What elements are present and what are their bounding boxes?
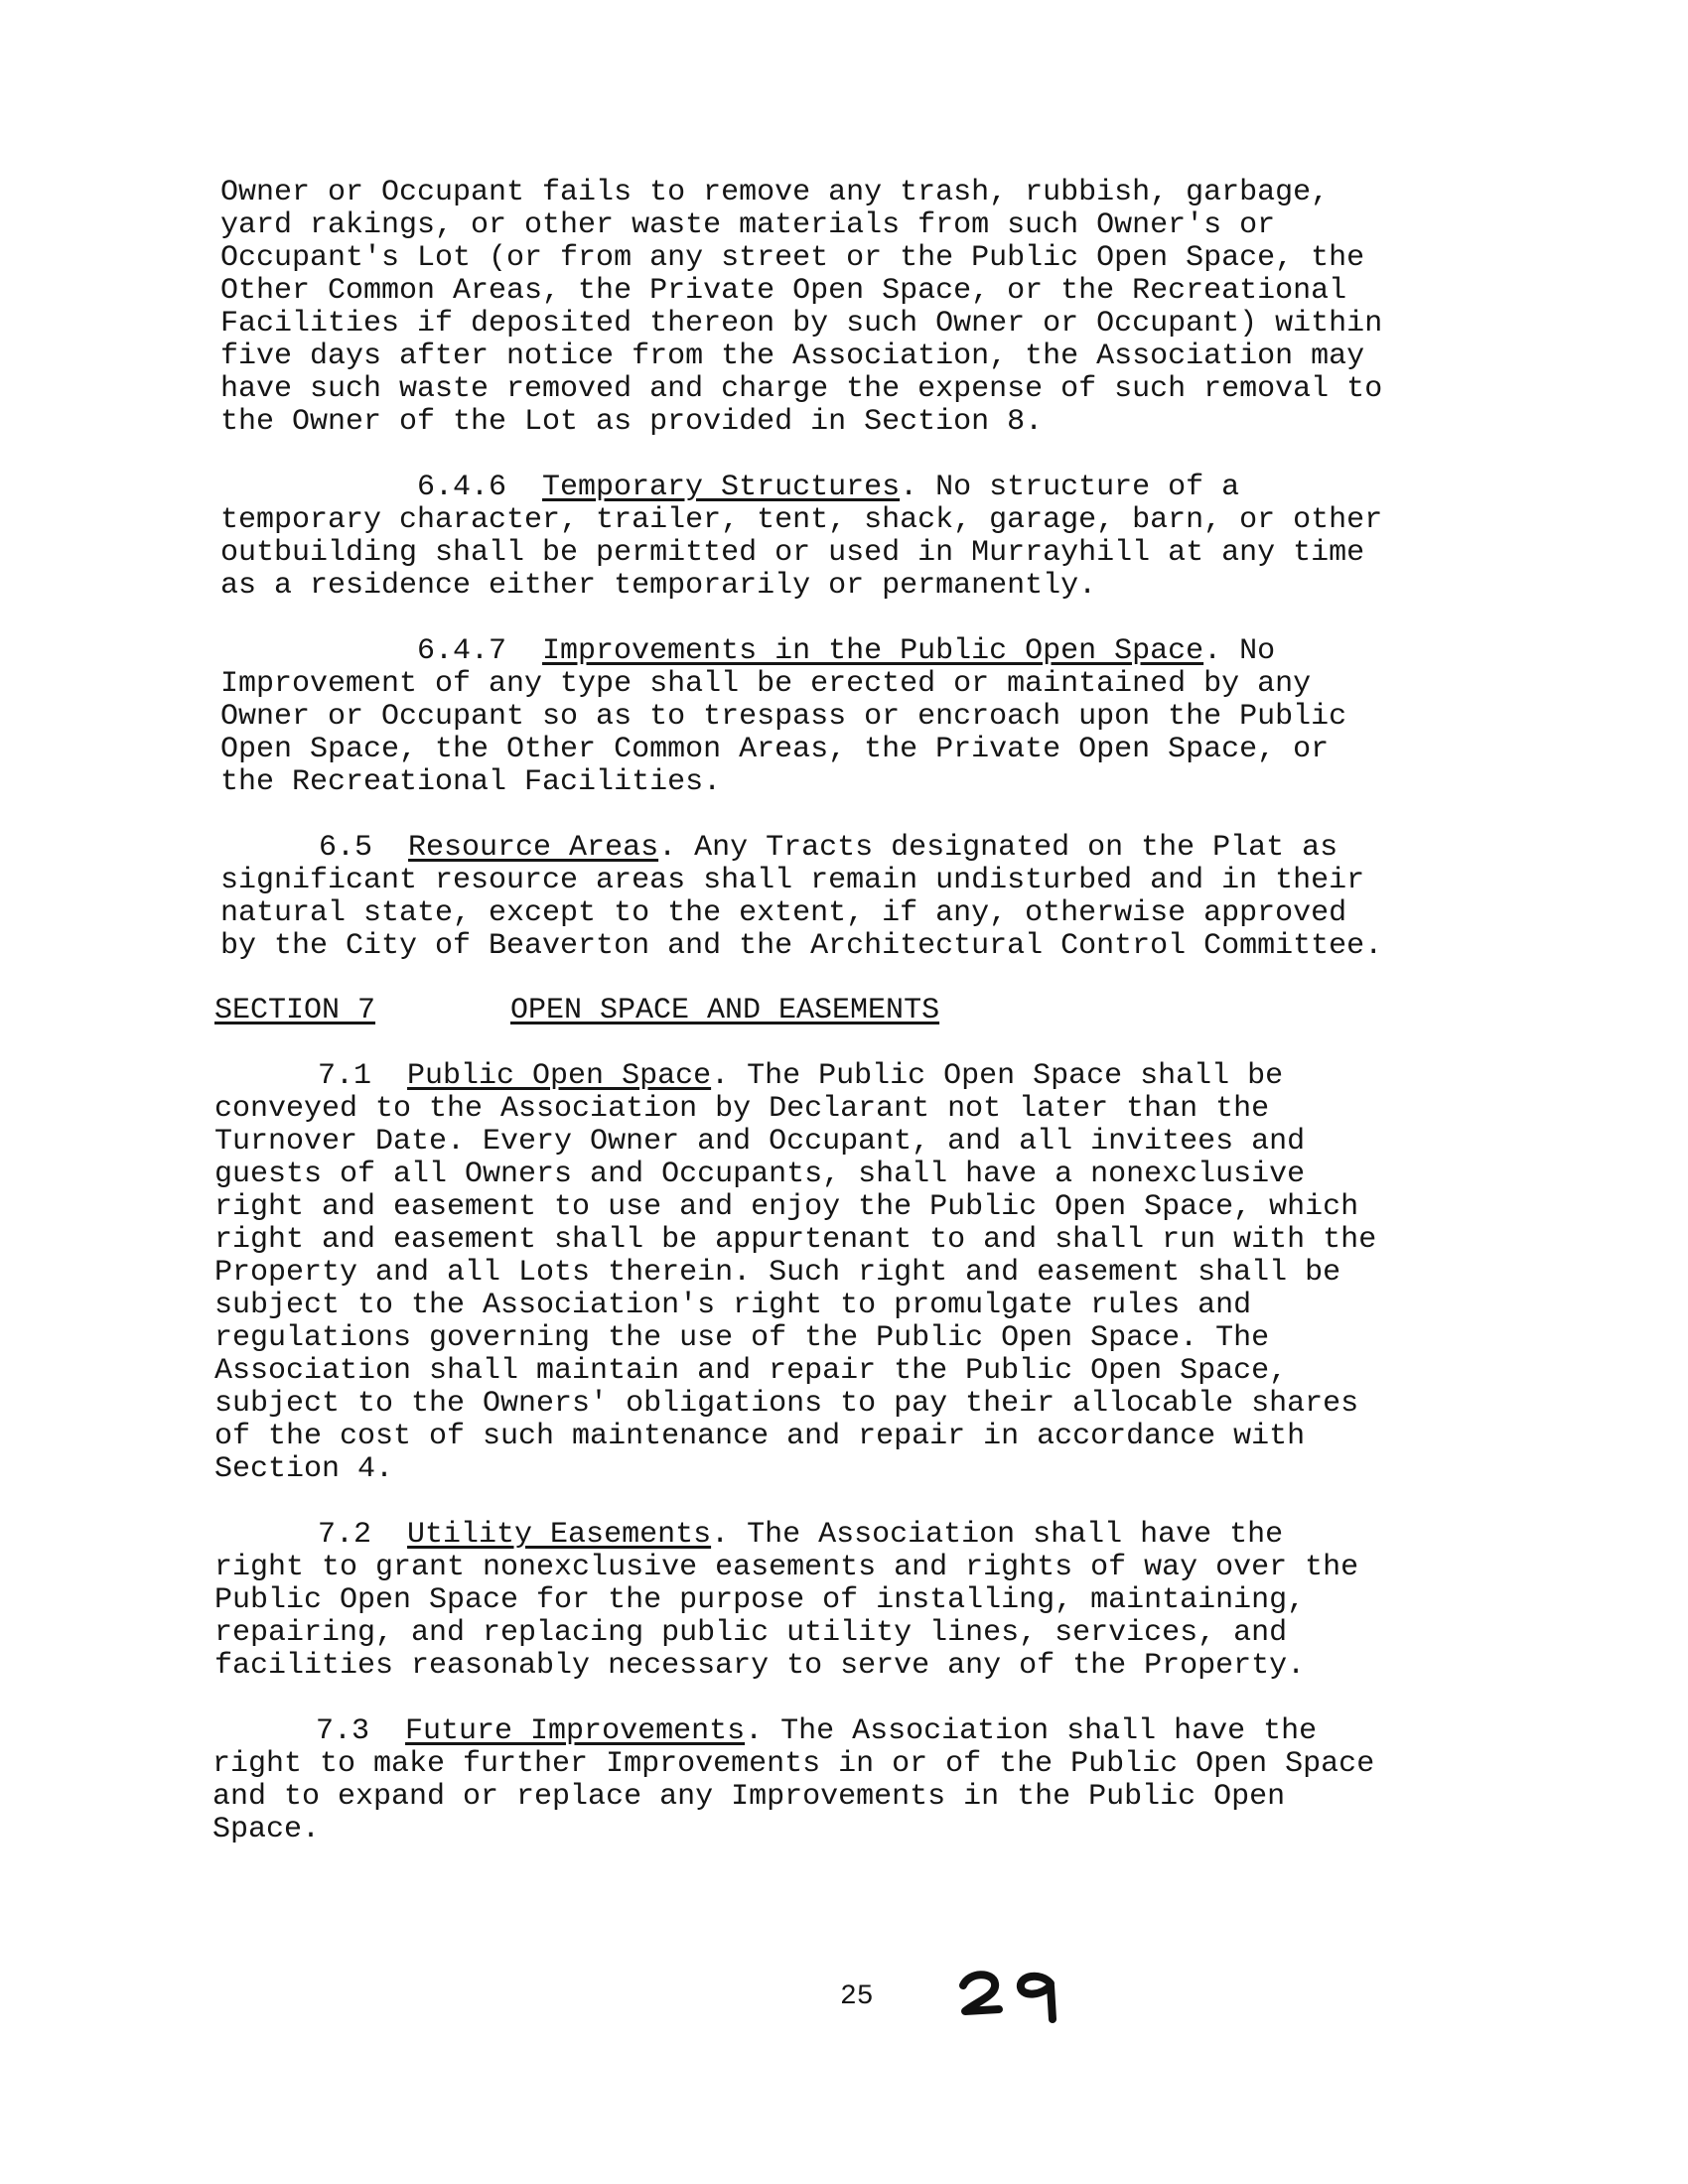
paragraph-text: . No Improvement of any type shall be erected or maintained by any Owner or Occupant so as to trespass or encroach upon the Public Open Space, the Other Common Areas, the Private Open Space, or the Recreational Facilities. bbox=[220, 634, 1347, 799]
section-title: Future Improvements bbox=[405, 1714, 746, 1748]
paragraph-6-4-7 bbox=[220, 635, 1346, 799]
section-title: Resource Areas bbox=[408, 831, 659, 865]
section-7-title: OPEN SPACE AND EASEMENTS bbox=[510, 994, 940, 1027]
section-number: 6.5 bbox=[319, 831, 373, 865]
paragraph-continuation bbox=[220, 177, 1382, 439]
handwritten-page-number bbox=[955, 1964, 1072, 2035]
paragraph-text: . No structure of a temporary character, trailer, tent, shack, garage, barn, or other outbuilding shall be permitted or used in Murrayhill at any time as a residence either temporarily or permanently. bbox=[220, 471, 1383, 603]
page-number: 25 bbox=[840, 1981, 874, 2012]
section-number: 7.3 bbox=[316, 1714, 370, 1748]
paragraph-text: . Any Tracts designated on the Plat as significant resource areas shall remain undisturbed and in their natural state, except to the extent, if any, otherwise approved by the City of Beaverton and the Architectural Control Committee. bbox=[220, 831, 1383, 963]
section-number: 7.1 bbox=[318, 1059, 372, 1093]
section-7-label: SECTION 7 bbox=[214, 994, 376, 1027]
paragraph-7-1 bbox=[214, 1060, 1376, 1486]
paragraph-text: . The Association shall have the right to make further Improvements in or of the Public Open Space and to expand or replace any Improvements in the Public Open Space. bbox=[212, 1714, 1375, 1846]
section-number: 7.2 bbox=[318, 1518, 372, 1552]
section-title: Utility Easements bbox=[407, 1518, 712, 1552]
paragraph-7-2 bbox=[214, 1519, 1358, 1683]
section-number: 6.4.6 bbox=[417, 471, 507, 504]
paragraph-text: Owner or Occupant fails to remove any trash, rubbish, garbage, yard rakings, or other waste materials from such Owner's or Occupant's Lot (or from any street or the Public Open Space, the Other Common Areas, the Private Open Space, or the Recreational Facilities if deposited thereon by such Owner or Occupant) within five days after notice from the Association, the Association may have such waste removed and charge the expense of such removal to the Owner of the Lot as provided in Section 8. bbox=[220, 176, 1383, 439]
paragraph-7-3 bbox=[212, 1715, 1374, 1846]
section-title: Public Open Space bbox=[407, 1059, 712, 1093]
paragraph-6-5 bbox=[220, 832, 1382, 963]
section-title: Temporary Structures bbox=[542, 471, 901, 504]
section-number: 6.4.7 bbox=[417, 634, 507, 668]
paragraph-text: . The Association shall have the right to grant nonexclusive easements and rights of way over the Public Open Space for the purpose of installing, maintaining, repairing, and replacing public utility lines, services, and facilities reasonably necessary to serve any of the Property. bbox=[214, 1518, 1359, 1683]
paragraph-text: . The Public Open Space shall be conveyed to the Association by Declarant not later than the Turnover Date. Every Owner and Occupant, and all invitees and guests of all Owners and Occupants, shall have a nonexclusive right and easement to use and enjoy the Public Open Space, which right and easement shall be appurtenant to and shall run with the Property and all Lots therein. Such right and easement shall be subject to the Association's right to promulgate rules and regulations governing the use of the Public Open Space. The Association shall maintain and repair the Public Open Space, subject to the Owners' obligations to pay their allocable shares of the cost of such maintenance and repair in accordance with Section 4. bbox=[214, 1059, 1377, 1486]
paragraph-6-4-6 bbox=[220, 472, 1382, 603]
section-title: Improvements in the Public Open Space bbox=[542, 634, 1204, 668]
handwritten-number-drawing bbox=[955, 1964, 1072, 2025]
